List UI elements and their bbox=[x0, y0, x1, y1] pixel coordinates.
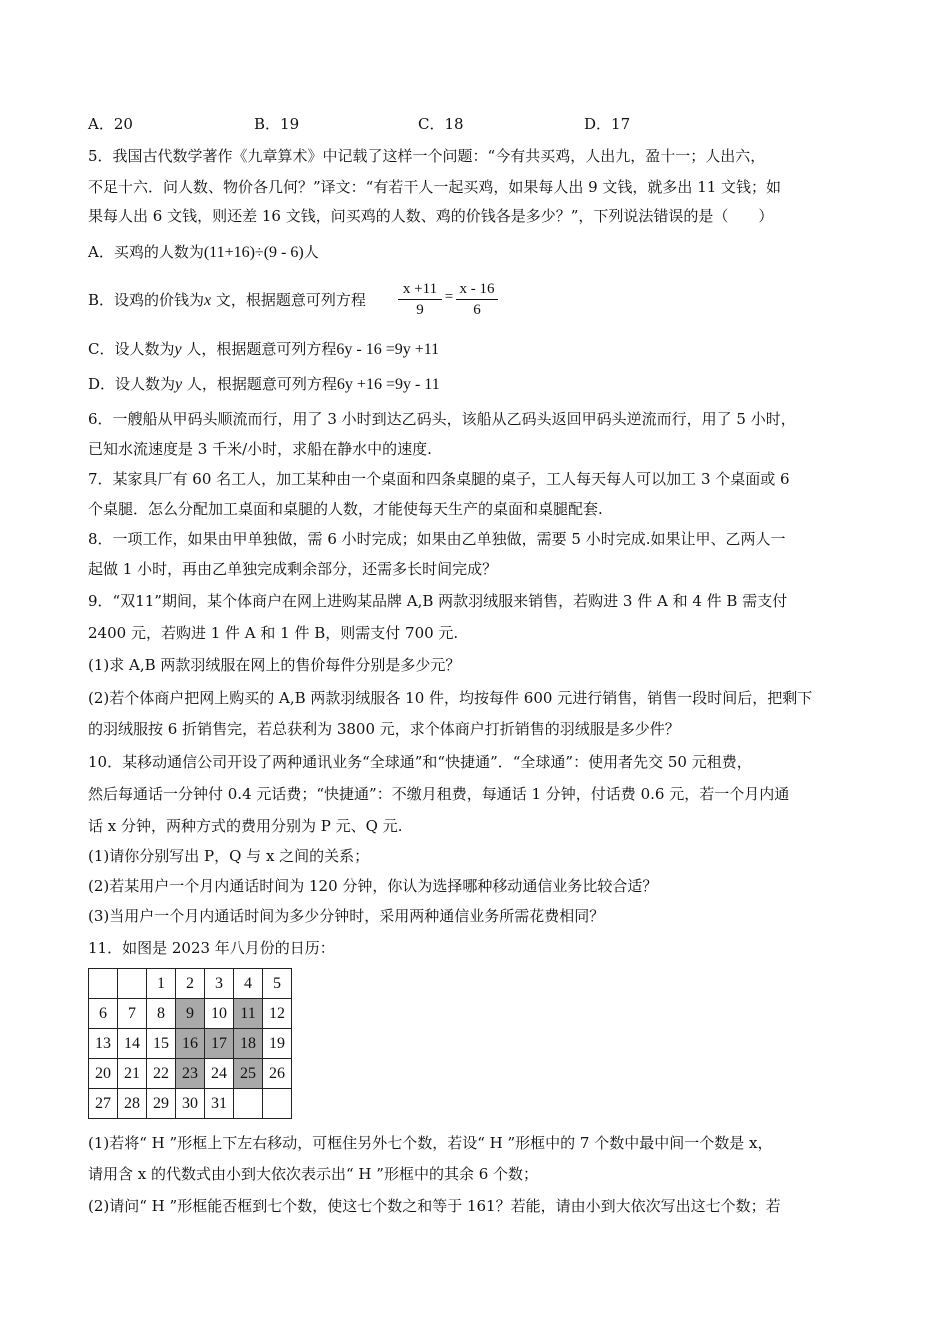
q5-text-line-3: 果每人出 6 文钱，则还差 16 文钱，问买鸡的人数、鸡的价钱各是多少？”，下列说法错误的是（ ） bbox=[88, 207, 774, 225]
q5-option-b bbox=[88, 290, 366, 311]
calendar-cell bbox=[234, 1089, 263, 1119]
calendar-row bbox=[89, 1059, 292, 1089]
q5-option-b-equals: = bbox=[444, 289, 454, 305]
q5-option-b-fraction-left bbox=[398, 279, 442, 320]
q5-option-c-formula: 6y - 16 =9y +11 bbox=[336, 341, 440, 358]
calendar-cell: 21 bbox=[118, 1059, 147, 1089]
calendar-cell: 2 bbox=[176, 969, 205, 999]
q11-part-2-line-1: (2)请问“ H ”形框能否框到七个数，使这七个数之和等于 161？若能，请由小到大依次写出这七个数；若 bbox=[88, 1197, 781, 1215]
q5-option-d-var: y bbox=[175, 376, 183, 393]
q5-option-d bbox=[88, 374, 440, 395]
q5-option-d-prefix: D．设人数为 bbox=[88, 375, 176, 393]
calendar-cell: 9 bbox=[176, 999, 205, 1029]
fraction-denominator: 9 bbox=[416, 302, 424, 318]
q5-option-a bbox=[88, 242, 319, 263]
q5-option-d-formula: 6y +16 =9y - 11 bbox=[336, 376, 440, 393]
calendar-cell bbox=[89, 969, 118, 999]
q5-text-line-1: 5．我国古代数学著作《九章算术》中记载了这样一个问题：“今有共买鸡，人出九，盈十一；人出六， bbox=[88, 147, 766, 165]
calendar-cell: 11 bbox=[234, 999, 263, 1029]
q5-option-b-mid: 文，根据题意可列方程 bbox=[211, 291, 366, 309]
q11-intro: 11．如图是 2023 年八月份的日历： bbox=[88, 939, 335, 957]
q9-part-2-line-1: (2)若个体商户把网上购买的 A,B 两款羽绒服各 10 件，均按每件 600 元进行销售，销售一段时间后，把剩下 bbox=[88, 689, 813, 707]
calendar-row bbox=[89, 969, 292, 999]
q6-text-line-2: 已知水流速度是 3 千米/小时，求船在静水中的速度. bbox=[88, 440, 432, 458]
calendar-cell: 3 bbox=[205, 969, 234, 999]
calendar-cell: 18 bbox=[234, 1029, 263, 1059]
calendar-cell: 7 bbox=[118, 999, 147, 1029]
q5-option-c-prefix: C．设人数为 bbox=[88, 340, 175, 358]
calendar-row bbox=[89, 1089, 292, 1119]
q10-text-line-1: 10．某移动通信公司开设了两种通讯业务“全球通”和“快捷通”．“全球通”：使用者先交 50 元租费， bbox=[88, 753, 752, 771]
q5-option-b-prefix: B．设鸡的价钱为 bbox=[88, 291, 205, 309]
q5-option-a-prefix: A．买鸡的人数为 bbox=[88, 243, 204, 261]
q10-part-2: (2)若某用户一个月内通话时间为 120 分钟，你认为选择哪种移动通信业务比较合适？ bbox=[88, 877, 658, 895]
q10-part-3: (3)当用户一个月内通话时间为多少分钟时，采用两种通信业务所需花费相同？ bbox=[88, 907, 605, 925]
calendar-cell bbox=[263, 1089, 292, 1119]
q7-text-line-2: 个桌腿．怎么分配加工桌面和桌腿的人数，才能使每天生产的桌面和桌腿配套. bbox=[88, 500, 603, 518]
calendar-cell: 17 bbox=[205, 1029, 234, 1059]
q5-option-a-formula: (11+16)÷(9 - 6) bbox=[203, 244, 304, 261]
calendar-cell: 6 bbox=[89, 999, 118, 1029]
calendar-cell: 30 bbox=[176, 1089, 205, 1119]
q5-option-c bbox=[88, 339, 439, 360]
q11-part-1-line-2: 请用含 x 的代数式由小到大依次表示出“ H ”形框中的其余 6 个数； bbox=[88, 1165, 539, 1183]
q10-part-1: (1)请你分别写出 P，Q 与 x 之间的关系； bbox=[88, 847, 370, 865]
calendar-cell: 22 bbox=[147, 1059, 176, 1089]
calendar-cell: 23 bbox=[176, 1059, 205, 1089]
calendar-cell: 20 bbox=[89, 1059, 118, 1089]
q5-option-b-fraction-right bbox=[456, 279, 498, 320]
calendar-cell bbox=[118, 969, 147, 999]
calendar-cell: 16 bbox=[176, 1029, 205, 1059]
q4-option-a: A．20 bbox=[88, 115, 133, 133]
q5-option-c-var: y bbox=[174, 341, 182, 358]
q4-option-b: B．19 bbox=[254, 115, 300, 133]
q4-option-d: D．17 bbox=[584, 115, 631, 133]
q5-option-c-mid: 人，根据题意可列方程 bbox=[181, 340, 337, 358]
q9-text-line-1: 9．“双11”期间，某个体商户在网上进购某品牌 A,B 两款羽绒服来销售，若购进 3 件 A 和 4 件 B 需支付 bbox=[88, 592, 788, 610]
calendar-cell: 13 bbox=[89, 1029, 118, 1059]
calendar-cell: 25 bbox=[234, 1059, 263, 1089]
calendar-cell: 10 bbox=[205, 999, 234, 1029]
q6-text-line-1: 6．一艘船从甲码头顺流而行，用了 3 小时到达乙码头，该船从乙码头返回甲码头逆流而行，用了 5 小时， bbox=[88, 410, 796, 428]
august-2023-calendar bbox=[88, 968, 292, 1119]
calendar-cell: 29 bbox=[147, 1089, 176, 1119]
q9-text-line-2: 2400 元，若购进 1 件 A 和 1 件 B，则需支付 700 元. bbox=[88, 624, 459, 642]
calendar-cell: 5 bbox=[263, 969, 292, 999]
calendar-cell: 15 bbox=[147, 1029, 176, 1059]
calendar-cell: 28 bbox=[118, 1089, 147, 1119]
q7-text-line-1: 7．某家具厂有 60 名工人，加工某种由一个桌面和四条桌腿的桌子，工人每天每人可以加工 3 个桌面或 6 bbox=[88, 470, 790, 488]
q9-part-1: (1)求 A,B 两款羽绒服在网上的售价每件分别是多少元？ bbox=[88, 656, 461, 674]
fraction-denominator: 6 bbox=[473, 302, 481, 318]
calendar-row bbox=[89, 1029, 292, 1059]
q5-option-b-var: x bbox=[204, 292, 212, 309]
calendar-cell: 31 bbox=[205, 1089, 234, 1119]
q5-option-a-suffix: 人 bbox=[303, 243, 319, 261]
q8-text-line-1: 8．一项工作，如果由甲单独做，需 6 小时完成；如果由乙单独做，需要 5 小时完成.如果让甲、乙两人一 bbox=[88, 530, 786, 548]
calendar-cell: 19 bbox=[263, 1029, 292, 1059]
calendar-cell: 4 bbox=[234, 969, 263, 999]
q5-option-d-mid: 人，根据题意可列方程 bbox=[182, 375, 337, 393]
calendar-cell: 27 bbox=[89, 1089, 118, 1119]
q9-part-2-line-2: 的羽绒服按 6 折销售完，若总获利为 3800 元，求个体商户打折销售的羽绒服是多少件？ bbox=[88, 720, 680, 738]
calendar-cell: 14 bbox=[118, 1029, 147, 1059]
q8-text-line-2: 起做 1 小时，再由乙单独完成剩余部分，还需多长时间完成？ bbox=[88, 560, 498, 578]
q10-text-line-3: 话 x 分钟，两种方式的费用分别为 P 元、Q 元. bbox=[88, 817, 403, 835]
calendar-cell: 26 bbox=[263, 1059, 292, 1089]
q5-text-line-2: 不足十六．问人数、物价各几何？”译文：“有若干人一起买鸡，如果每人出 9 文钱，就多出 11 文钱；如 bbox=[88, 178, 782, 196]
fraction-numerator: x +11 bbox=[398, 279, 442, 300]
calendar-row bbox=[89, 999, 292, 1029]
calendar-cell: 8 bbox=[147, 999, 176, 1029]
calendar-cell: 1 bbox=[147, 969, 176, 999]
calendar-cell: 24 bbox=[205, 1059, 234, 1089]
q11-part-1-line-1: (1)若将“ H ”形框上下左右移动，可框住另外七个数，若设“ H ”形框中的 7 个数中最中间一个数是 x， bbox=[88, 1134, 773, 1152]
fraction-numerator: x - 16 bbox=[456, 279, 498, 300]
q4-option-c: C．18 bbox=[418, 115, 464, 133]
calendar-cell: 12 bbox=[263, 999, 292, 1029]
q10-text-line-2: 然后每通话一分钟付 0.4 元话费；“快捷通”：不缴月租费，每通话 1 分钟，付话费 0.6 元，若一个月内通 bbox=[88, 785, 790, 803]
